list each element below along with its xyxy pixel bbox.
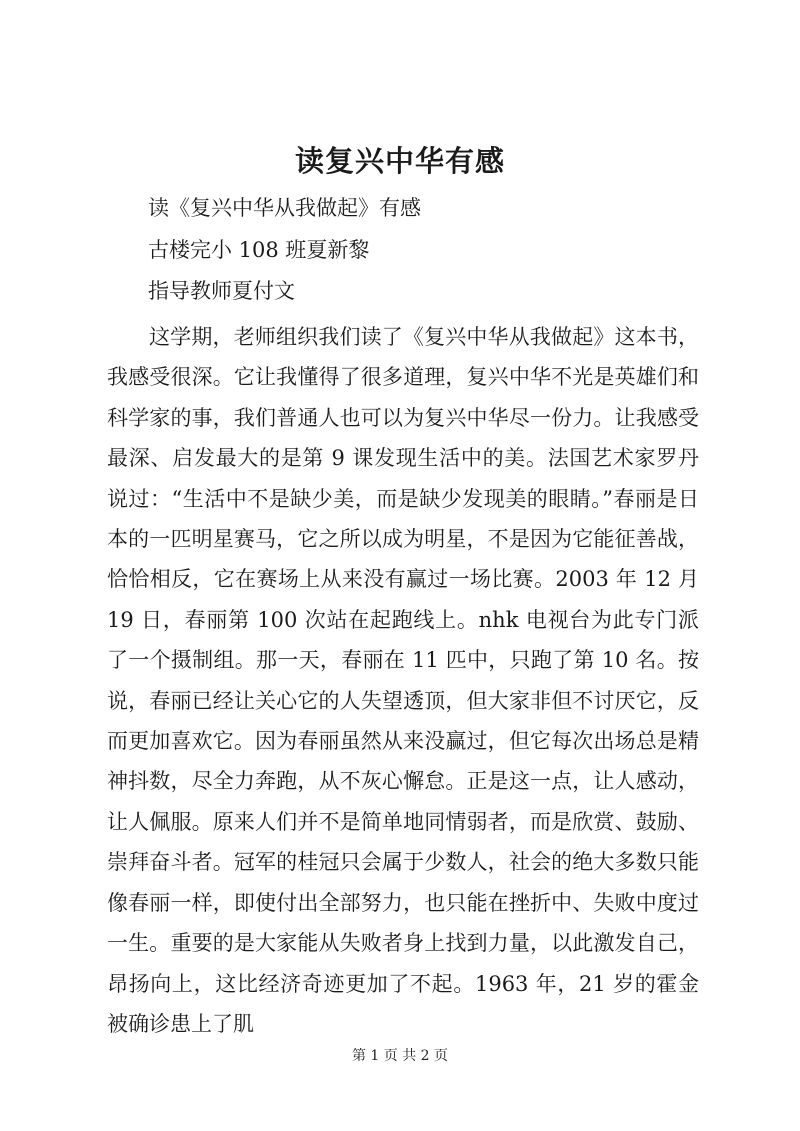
essay-subtitle: 读《复兴中华从我做起》有感 xyxy=(148,196,421,220)
body-paragraph: 这学期，老师组织我们读了《复兴中华从我做起》这本书，我感受很深。它让我懂得了很多道理，复兴中华不光是英雄们和科学家的事，我们普通人也可以为复兴中华尽一份力。让我感受最深、启发最大的是第 9 课发现生活中的美。法国艺术家罗丹说过：“生活中不是缺少美，而是缺少发现美的眼睛。”春丽是日本的一匹明星赛马，它之所以成为明星，不是因为它能征善战，恰恰相反，它在赛场上从来没有赢过一场比赛。2003 年 12 月 19 日，春丽第 100 次站在起跑线上。nhk 电视台为此专门派了一个摄制组。那一天，春丽在 11 匹中，只跑了第 10 名。按说，春丽已经让关心它的人失望透顶，但大家非但不讨厌它，反而更加喜欢它。因为春丽虽然从来没赢过，但它每次出场总是精神抖数，尽全力奔跑，从不灰心懈怠。正是这一点，让人感动，让人佩服。原来人们并不是简单地同情弱者，而是欣赏、鼓励、崇拜奋斗者。冠军的桂冠只会属于少数人，社会的绝大多数只能像春丽一样，即使付出全部努力，也只能在挫折中、失败中度过一生。重要的是大家能从失败者身上找到力量，以此激发自己，昂扬向上，这比经济奇迹更加了不起。1963 年，21 岁的霍金被确诊患上了肌 xyxy=(107,325,699,1036)
document-title: 读复兴中华有感 xyxy=(294,144,505,178)
teacher-line: 指导教师夏付文 xyxy=(148,279,295,303)
author-line: 古楼完小 108 班夏新黎 xyxy=(148,238,370,262)
page-footer: 第 1 页 共 2 页 xyxy=(351,1048,449,1064)
